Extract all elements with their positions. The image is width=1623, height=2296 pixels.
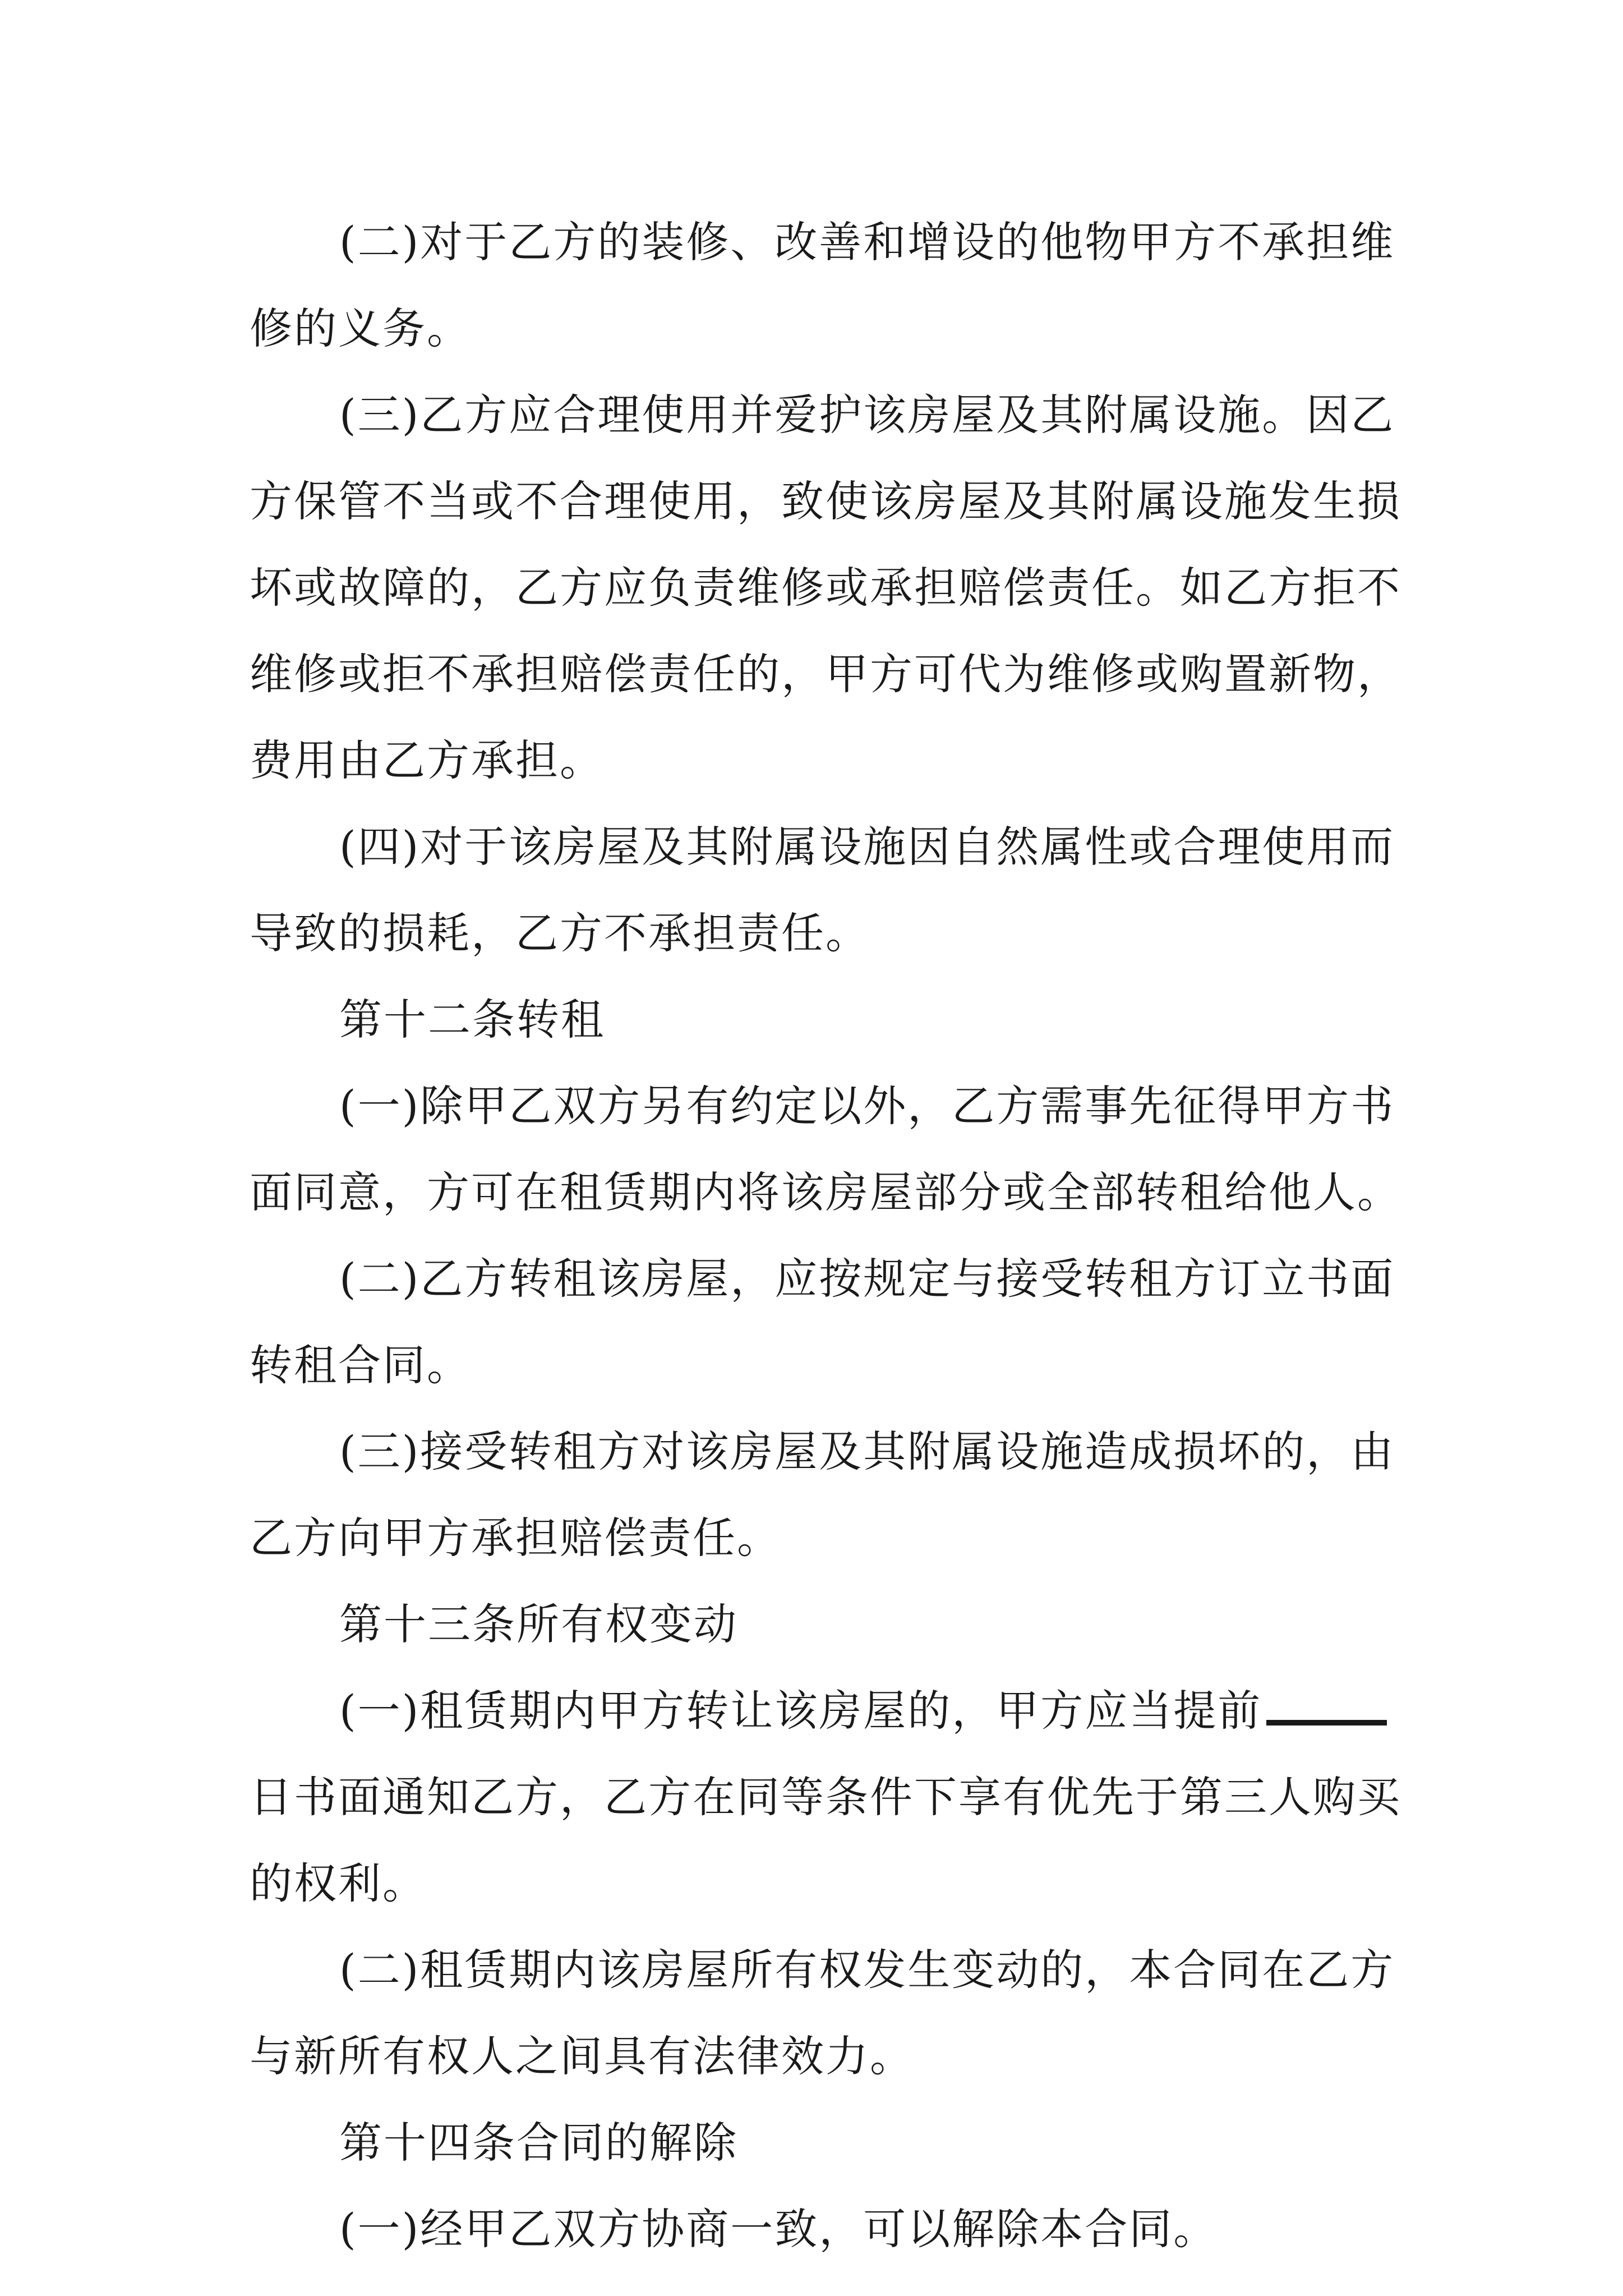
paragraph-11-2-line-2: 修的义务。 — [250, 303, 471, 353]
fill-in-blank — [1266, 1681, 1387, 1726]
paragraph-11-3-line-5: 费用由乙方承担。 — [250, 735, 604, 785]
paragraph-13-1-line-3: 的权利。 — [250, 1858, 427, 1908]
article-13-heading: 第十三条所有权变动 — [339, 1599, 738, 1649]
paragraph-11-4-line-1: (四)对于该房屋及其附属设施因自然属性或合理使用而 — [339, 822, 1395, 872]
article-12-heading: 第十二条转租 — [339, 995, 605, 1045]
paragraph-13-1-line-2: 日书面通知乙方，乙方在同等条件下享有优先于第三人购买 — [250, 1772, 1401, 1822]
paragraph-12-1-line-2: 面同意，方可在租赁期内将该房屋部分或全部转租给他人。 — [250, 1167, 1401, 1217]
paragraph-11-4-line-2: 导致的损耗，乙方不承担责任。 — [250, 908, 870, 958]
paragraph-12-3-line-2: 乙方向甲方承担赔偿责任。 — [250, 1513, 781, 1563]
paragraph-11-3-line-4: 维修或拒不承担赔偿责任的，甲方可代为维修或购置新物， — [250, 649, 1401, 699]
paragraph-12-2-line-1: (二)乙方转租该房屋，应按规定与接受转租方订立书面 — [339, 1254, 1395, 1304]
paragraph-13-1-text: (一)租赁期内甲方转让该房屋的，甲方应当提前 — [339, 1686, 1262, 1736]
paragraph-13-2-line-1: (二)租赁期内该房屋所有权发生变动的，本合同在乙方 — [339, 1945, 1395, 1995]
paragraph-13-1-line-1 — [339, 1677, 1387, 1745]
paragraph-11-3-line-2: 方保管不当或不合理使用，致使该房屋及其附属设施发生损 — [250, 476, 1401, 526]
paragraph-11-3-line-3: 坏或故障的，乙方应负责维修或承担赔偿责任。如乙方拒不 — [250, 563, 1401, 613]
paragraph-14-1-line-1: (一)经甲乙双方协商一致，可以解除本合同。 — [339, 2204, 1218, 2254]
paragraph-12-2-line-2: 转租合同。 — [250, 1340, 471, 1390]
paragraph-12-3-line-1: (三)接受转租方对该房屋及其附属设施造成损坏的，由 — [339, 1427, 1395, 1476]
article-14-heading: 第十四条合同的解除 — [339, 2118, 738, 2168]
paragraph-11-3-line-1: (三)乙方应合理使用并爱护该房屋及其附属设施。因乙 — [339, 390, 1395, 440]
paragraph-11-2-line-1: (二)对于乙方的装修、改善和增设的他物甲方不承担维 — [339, 217, 1395, 267]
paragraph-13-2-line-2: 与新所有权人之间具有法律效力。 — [250, 2031, 914, 2081]
paragraph-12-1-line-1: (一)除甲乙双方另有约定以外，乙方需事先征得甲方书 — [339, 1081, 1395, 1131]
